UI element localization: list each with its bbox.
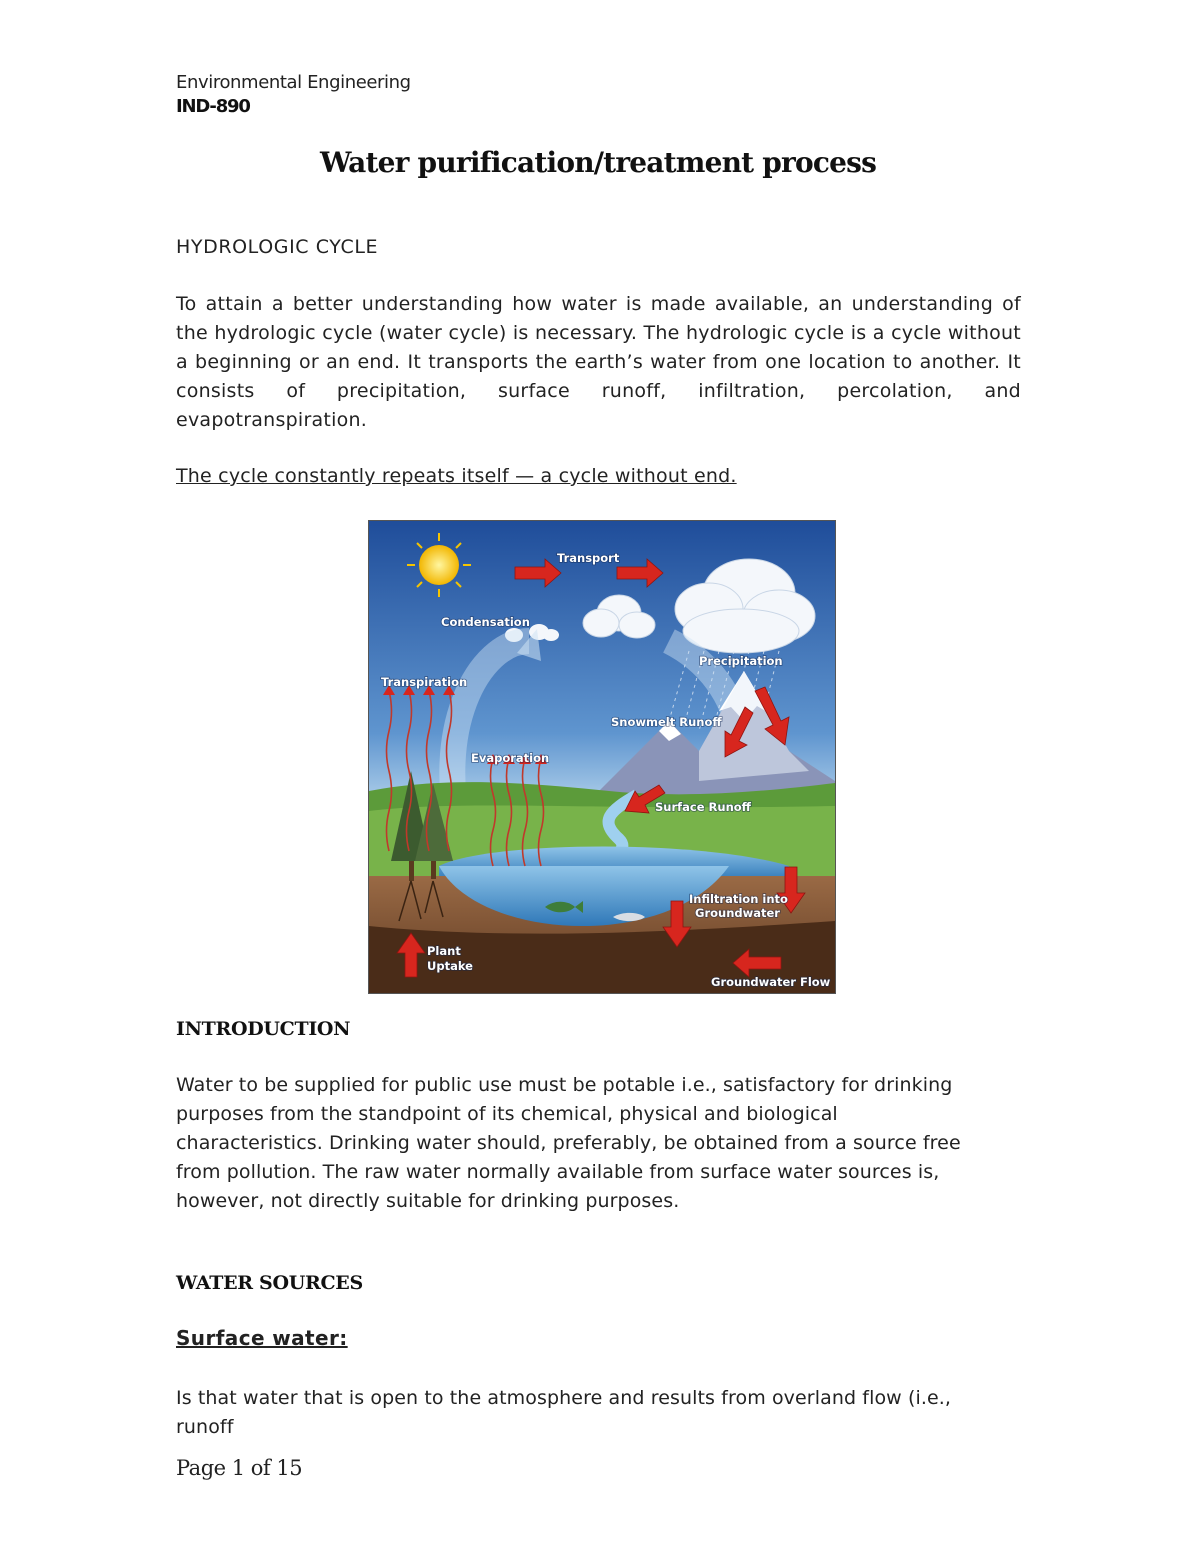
hydrologic-paragraph: To attain a better understanding how water is made available, an understanding of the hydrologic cycle (water cycle) is necessary. The hydrologic cycle is a cycle without a beginning or an end. It transports the earth’s water from one location to another. It consists of precipitation, surface runoff, infiltration, percolation, and evapotranspiration. — [176, 293, 1021, 431]
label-precipitation: Precipitation — [699, 654, 783, 668]
document-title: Water purification/treatment process — [319, 146, 877, 179]
label-surface-runoff: Surface Runoff — [655, 800, 751, 814]
header-course: Environmental Engineering — [176, 72, 411, 93]
label-snowmelt-runoff: Snowmelt Runoff — [611, 715, 722, 729]
hydrologic-underlined-note: The cycle constantly repeats itself — a cycle without end. — [176, 465, 737, 487]
label-infiltration-line1: Infiltration into — [689, 892, 788, 906]
page-number: Page 1 of 15 — [176, 1456, 303, 1480]
label-infiltration-line2: Groundwater — [695, 906, 780, 920]
water-cycle-diagram — [368, 520, 836, 994]
section-heading-water-sources: WATER SOURCES — [176, 1272, 363, 1294]
label-plant-line2: Uptake — [427, 959, 473, 973]
section-heading-introduction: INTRODUCTION — [176, 1018, 351, 1040]
surface-water-paragraph: Is that water that is open to the atmosphere and results from overland flow (i.e., runoff — [176, 1387, 952, 1438]
label-transport: Transport — [557, 551, 620, 565]
water-cycle-illustration — [369, 521, 835, 993]
label-evaporation: Evaporation — [471, 751, 550, 765]
label-condensation: Condensation — [441, 615, 530, 629]
header-course-code: IND-890 — [176, 96, 250, 117]
label-transpiration: Transpiration — [381, 675, 468, 689]
section-heading-hydrologic: HYDROLOGIC CYCLE — [176, 236, 379, 258]
label-plant-line1: Plant — [427, 944, 461, 958]
introduction-paragraph: Water to be supplied for public use must be potable i.e., satisfactory for drinking purposes from the standpoint of its chemical, physical and biological characteristics. Drinking water should, preferably, be obtained from a source free from pollution. The raw water normally available from surface water sources is, however, not directly suitable for drinking purposes. — [176, 1074, 961, 1212]
subheading-surface-water: Surface water: — [176, 1326, 348, 1350]
label-groundwater-flow: Groundwater Flow — [711, 975, 831, 989]
